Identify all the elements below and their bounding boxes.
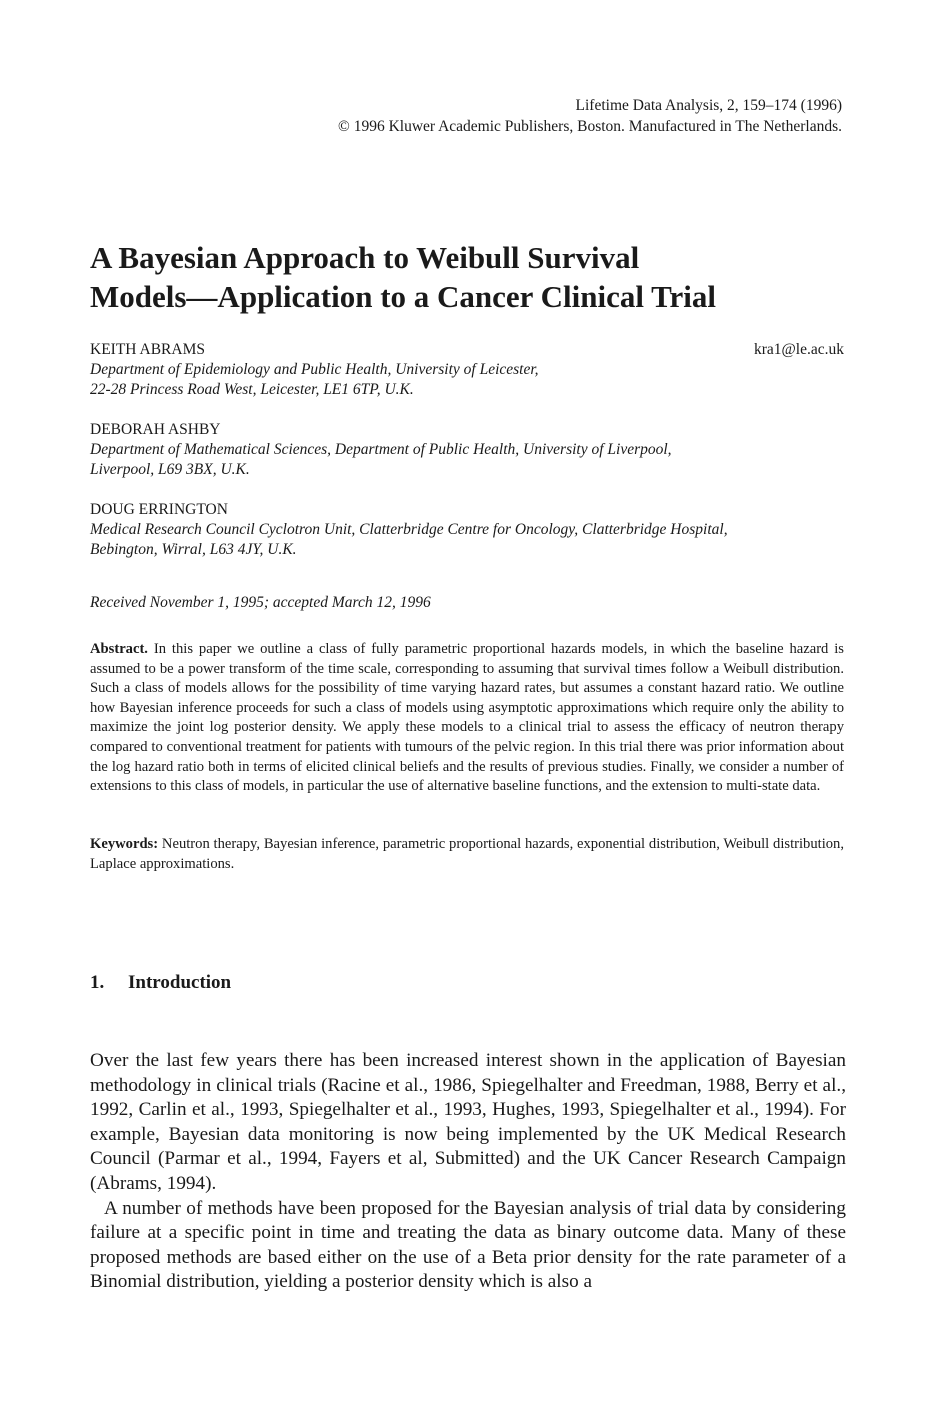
body-paragraph-1: Over the last few years there has been increased interest shown in the application of Bayesian methodology in clinical trials (Racine et al., 1986, Spiegelhalter and Freedman, 1988, Berry et al., 1992, Carlin et al., 1993, Spiegelhalter et al., 1993, Hughes, 1993, Spiegelhalter et al., 1994). For example, Bayesian data monitoring is now being implemented by the UK Medical Research Council (Parmar et al., 1994, Fayers et al, Submitted) and the UK Cancer Research Campaign (Abrams, 1994).	[90, 1050, 846, 1194]
author-affiliation-line-1: Medical Research Council Cyclotron Unit, Clatterbridge Centre for Oncology, Clatterbridge Hospital,	[90, 521, 728, 538]
section-heading	[90, 972, 231, 994]
section-number: 1.	[90, 972, 105, 993]
keywords-text: Neutron therapy, Bayesian inference, parametric proportional hazards, exponential distribution, Weibull distribution, Laplace approximations.	[90, 836, 844, 872]
journal-copyright: © 1996 Kluwer Academic Publishers, Boston. Manufactured in The Netherlands.	[338, 118, 842, 135]
author-name: DEBORAH ASHBY	[90, 421, 221, 438]
title-line-1: A Bayesian Approach to Weibull Survival	[90, 240, 640, 275]
keywords-label: Keywords:	[90, 836, 159, 852]
paper-title	[90, 238, 850, 316]
author-1	[90, 340, 850, 400]
body-text	[90, 1049, 846, 1295]
keywords	[90, 835, 844, 874]
author-3	[90, 500, 850, 560]
title-line-2: Models—Application to a Cancer Clinical Trial	[90, 279, 717, 314]
author-name: DOUG ERRINGTON	[90, 501, 228, 518]
journal-citation: Lifetime Data Analysis, 2, 159–174 (1996)	[575, 97, 842, 114]
author-affiliation-line-1: Department of Mathematical Sciences, Department of Public Health, University of Liverpool,	[90, 441, 672, 458]
abstract-label: Abstract.	[90, 641, 148, 657]
author-affiliation-line-2: 22-28 Princess Road West, Leicester, LE1 6TP, U.K.	[90, 381, 414, 398]
body-paragraph-2: A number of methods have been proposed for the Bayesian analysis of trial data by considering failure at a specific point in time and treating the data as binary outcome data. Many of these proposed methods are based either on the use of a Beta prior density for the rate parameter of a Binomial distribution, yielding a posterior density which is also a	[90, 1197, 846, 1293]
received-dates: Received November 1, 1995; accepted March 12, 1996	[90, 594, 431, 611]
abstract	[90, 640, 844, 797]
abstract-text: In this paper we outline a class of fully parametric proportional hazards models, in which the baseline hazard is assumed to be a power transform of the time scale, corresponding to assuming that survival times follow a Weibull distribution. Such a class of models allows for the possibility of time varying hazard rates, but assumes a constant hazard ratio. We outline how Bayesian inference proceeds for such a class of models using asymptotic approximations which require only the ability to maximize the joint log posterior density. We apply these models to a clinical trial to assess the efficacy of neutron therapy compared to conventional treatment for patients with tumours of the pelvic region. In this trial there was prior information about the log hazard ratio both in terms of elicited clinical beliefs and the results of previous studies. Finally, we consider a number of extensions to this class of models, in particular the use of alternative baseline functions, and the extension to multi-state data.	[90, 641, 844, 795]
author-email[interactable]: kra1@le.ac.uk	[753, 341, 844, 358]
author-affiliation-line-1: Department of Epidemiology and Public Health, University of Leicester,	[90, 361, 539, 378]
author-2	[90, 420, 850, 480]
author-affiliation-line-2: Bebington, Wirral, L63 4JY, U.K.	[90, 541, 297, 558]
section-title: Introduction	[128, 972, 232, 993]
author-affiliation-line-2: Liverpool, L69 3BX, U.K.	[90, 461, 250, 478]
journal-header	[338, 95, 842, 137]
author-name: KEITH ABRAMS	[90, 341, 205, 358]
